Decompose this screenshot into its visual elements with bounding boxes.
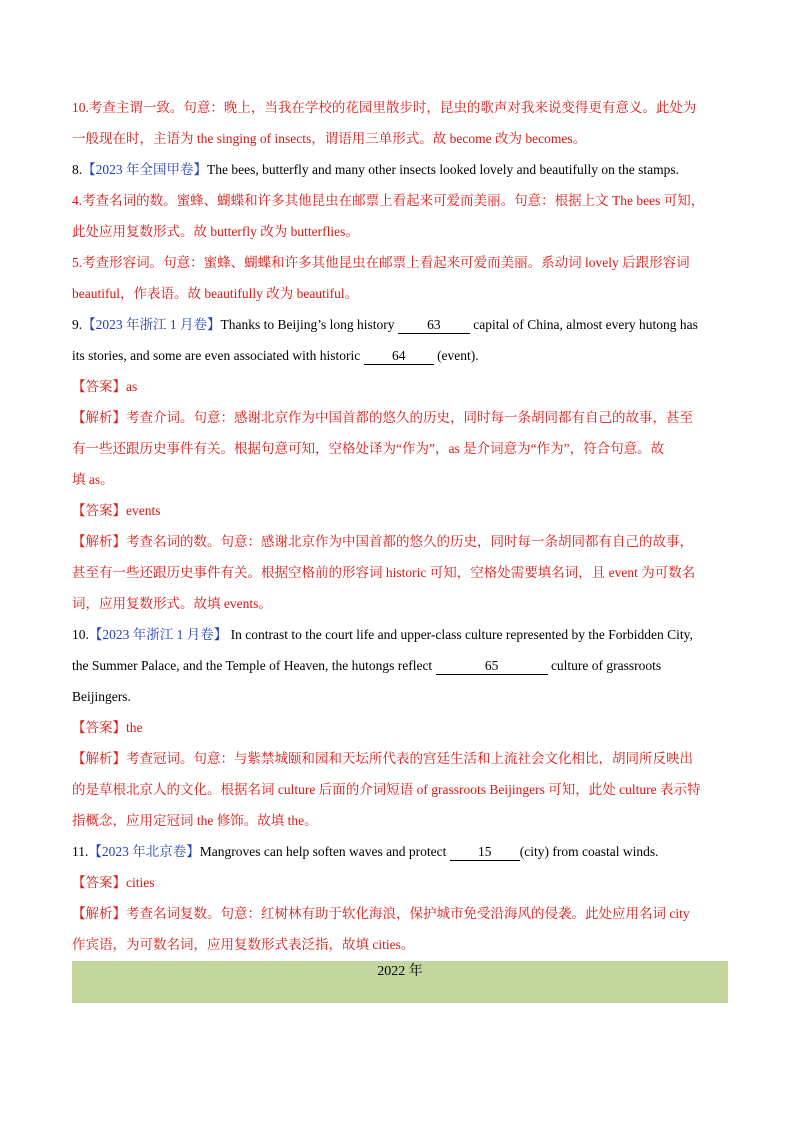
q10-text-b: the Summer Palace, and the Temple of Heaven, the hutongs reflect [72, 658, 436, 673]
q9-text-b: capital of China, almost every hutong has [469, 317, 698, 332]
q10-analysis-line2: 的是草根北京人的文化。根据名词 culture 后面的介词短语 of grassroots Beijingers 可知，此处 culture 表示特 [72, 782, 701, 797]
q10-explanation-line2: 一般现在时，主语为 the singing of insects，谓语用三单形式。故 become 改为 becomes。 [72, 131, 587, 146]
q9-analysis-1-line2: 有一些还跟历史事件有关。根据句意可知，空格处译为“作为”，as 是介词意为“作为”，符合句意。故 [72, 441, 665, 456]
q9-analysis-1-line3: 填 as。 [72, 472, 114, 487]
q10-analysis-line1: 【解析】考查冠词。句意：与紫禁城颐和园和天坛所代表的宫廷生活和上流社会文化相比，胡同所反映出 [72, 751, 693, 766]
q10-question-line1 [72, 619, 728, 650]
q9-blank-63: 63 [398, 317, 470, 334]
q9-text-c: its stories, and some are even associated with historic [72, 348, 364, 363]
q9-question-line1 [72, 309, 728, 340]
q10-answer: 【答案】the [72, 720, 143, 735]
q11-analysis-line1: 【解析】考查名词复数。句意：红树林有助于软化海浪，保护城市免受沿海风的侵袭。此处应用名词 city [72, 906, 690, 921]
q9-source: 【2023 年浙江 1 月卷】 [82, 317, 221, 332]
q8-explanation-4-line1: 4.考查名词的数。蜜蜂、蝴蝶和许多其他昆虫在邮票上看起来可爱而美丽。句意：根据上文 The bees 可知， [72, 193, 705, 208]
q8-question [72, 154, 728, 185]
q10-question-line2 [72, 650, 728, 681]
q10-number: 10. [72, 627, 89, 642]
q9-text-d: (event). [433, 348, 479, 363]
q8-number: 8. [72, 162, 83, 177]
q10-question-line3: Beijingers. [72, 689, 131, 704]
q9-analysis-2-line2: 甚至有一些还跟历史事件有关。根据空格前的形容词 historic 可知，空格处需要填名词，且 event 为可数名 [72, 565, 696, 580]
q9-blank-64: 64 [364, 348, 434, 365]
q9-answer-2: 【答案】events [72, 503, 161, 518]
q8-explanation-4-line2: 此处应用复数形式。故 butterfly 改为 butterflies。 [72, 224, 359, 239]
q11-answer: 【答案】cities [72, 875, 155, 890]
q9-text-a: Thanks to Beijing’s long history [220, 317, 398, 332]
q8-source: 【2023 年全国甲卷】 [82, 162, 207, 177]
q11-text-a: Mangroves can help soften waves and protect [199, 844, 450, 859]
q9-answer-1: 【答案】as [72, 379, 138, 394]
q10-explanation-line1: 10.考查主谓一致。句意：晚上，当我在学校的花园里散步时，昆虫的歌声对我来说变得更有意义。此处为 [72, 100, 697, 115]
q11-analysis-line2: 作宾语，为可数名词，应用复数形式表泛指，故填 cities。 [72, 937, 415, 952]
q9-analysis-1-line1: 【解析】考查介词。句意：感谢北京作为中国首都的悠久的历史，同时每一条胡同都有自己的故事，甚至 [72, 410, 693, 425]
q10-blank-65: 65 [436, 658, 548, 675]
document-body [72, 92, 728, 960]
q11-source: 【2023 年北京卷】 [88, 844, 200, 859]
q11-question [72, 836, 728, 867]
q10-text-c: culture of grassroots [547, 658, 662, 673]
q11-blank-15: 15 [450, 844, 520, 861]
q9-analysis-2-line1: 【解析】考查名词的数。句意：感谢北京作为中国首都的悠久的历史，同时每一条胡同都有自己的故事， [72, 534, 693, 549]
q8-text: The bees, butterfly and many other insects looked lovely and beautifully on the stamps. [207, 162, 680, 177]
year-section-label: 2022 年 [377, 964, 423, 979]
q10-source: 【2023 年浙江 1 月卷】 [88, 627, 228, 642]
q11-text-b: (city) from coastal winds. [519, 844, 659, 859]
q9-number: 9. [72, 317, 83, 332]
q10-text-a: In contrast to the court life and upper-class culture represented by the Forbidden City, [227, 627, 693, 642]
q10-analysis-line3: 指概念，应用定冠词 the 修饰。故填 the。 [72, 813, 318, 828]
q11-number: 11. [72, 844, 89, 859]
q8-explanation-5-line1: 5.考查形容词。句意：蜜蜂、蝴蝶和许多其他昆虫在邮票上看起来可爱而美丽。系动词 lovely 后跟形容词 [72, 255, 690, 270]
year-section-banner [72, 961, 728, 1003]
q9-question-line2 [72, 340, 728, 371]
q9-analysis-2-line3: 词，应用复数形式。故填 events。 [72, 596, 272, 611]
q8-explanation-5-line2: beautiful，作表语。故 beautifully 改为 beautiful。 [72, 286, 359, 301]
